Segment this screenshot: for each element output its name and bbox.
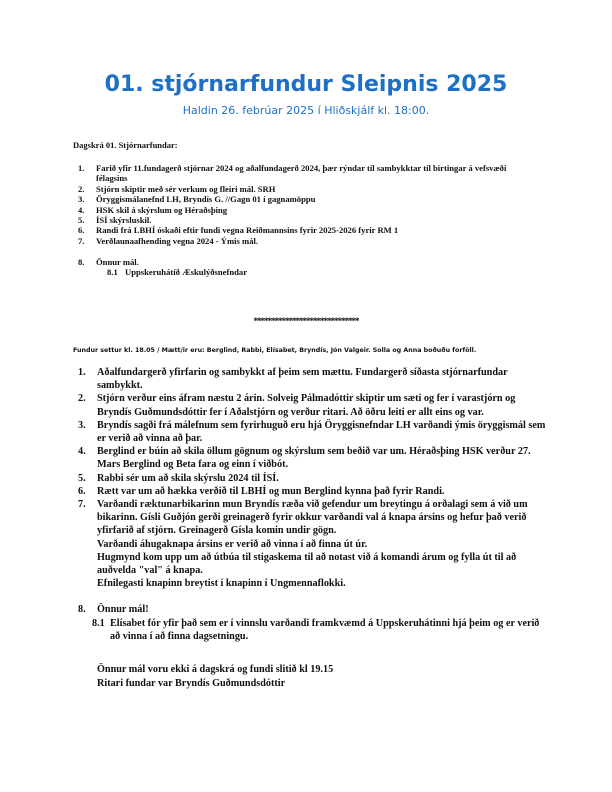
item-line: Rætt var um að hækka verðið til LBHÍ og mun Berglind kynna það fyrir Randi. [97,485,445,497]
item-number: 1. [78,163,85,173]
item-text: ÍSÍ skýrsluskil. [96,215,152,226]
item-text [97,419,548,445]
list-item [78,225,538,235]
list-item [78,603,548,616]
agenda-list [78,163,538,277]
item-text: Önnur mál. [96,256,139,267]
list-item [78,184,538,194]
item-text: Önnur mál! [97,604,149,616]
item-text: Verðlaunaafhending vegna 2024 - Ýmis mál. [96,235,259,246]
item-number: 5. [78,472,86,484]
item-number: 4. [78,204,85,215]
list-item [78,257,538,267]
list-item [78,498,548,590]
list-item [78,205,538,215]
item-text [97,445,548,471]
item-number: 6. [78,225,85,236]
list-item [78,392,548,418]
item-number: 5. [78,215,85,226]
item-text: Öryggismálanefnd LH, Bryndís G. //Gagn 01 í gagnamöppu [96,194,316,205]
item-text: Stjórn skiptir með sér verkum og fleiri mál. SRH [96,183,276,194]
item-number: 1. [78,367,86,378]
item-number: 8.1 [107,267,118,278]
item-number: 2. [78,393,86,405]
item-number: 7. [78,235,85,246]
closing-line: Önnur mál voru ekki á dagskrá og fundi slitið kl 19.15 [97,664,334,675]
item-text [97,392,548,418]
separator: ****************************** [253,316,359,326]
item-line: Aðalfundargerð yfirfarin og sambykkt af þeim sem mættu. Fundargerð síðasta stjórnarfundar sambykkt. [97,367,508,392]
item-line: Varðandi áhugaknapa ársins er verið að vinna í að finna út úr. [97,538,368,550]
item-number: 6. [78,485,86,497]
meeting-info: Haldin 26. febrúar 2025 í Hliðskjálf kl. 18:00. [182,104,430,117]
item-line: Bryndís sagði frá málefnum sem fyrirhuguð eru hjá Öryggisnefndar LH varðandi ýmis öryggismál sem er verið að vinna að þar. [97,419,546,445]
minutes-list [78,366,548,643]
list-item [78,366,548,392]
item-text [97,498,548,590]
item-line: Hugmynd kom upp um að útbúa til stigaskema til að notast við á komandi árum og fylla út til að auðvelda "val" á knapa. [97,551,517,577]
item-line: Efnilegasti knapinn breytist í knapinn í Ungmennaflokki. [97,578,346,590]
list-item [78,236,538,246]
item-line: Stjórn verður eins áfram næstu 2 árin. Solveig Pálmadóttir skiptir um sæti og fer í varastjórn og Bryndís Guðmundsdóttir fer í Aðalstjórn og verður ritari. Að öðru leiti er allt eins og var. [97,393,516,418]
item-number: 3. [78,194,85,205]
item-text: Uppskeruhátíð Æskulýðsnefndar [125,267,248,278]
item-text: Elísabet fór yfir það sem er í vinnslu varðandi framkvæmd á Uppskeruhátinni hjá þeim og er verið að vinna í að finna dagsetningu. [110,617,540,642]
item-number: 8. [78,604,86,616]
item-number: 3. [78,419,86,431]
list-item [78,485,548,498]
item-text [97,485,444,498]
list-item [78,419,548,445]
item-text [97,472,279,485]
list-item [78,445,548,471]
item-number: 2. [78,183,85,194]
item-text [97,366,548,392]
item-number: 8. [78,256,85,267]
closing-line: Ritari fundar var Bryndís Guðmundsdóttir [97,678,286,689]
item-text: HSK skil á skýrslum og Héraðsþing [96,204,228,215]
list-item [78,472,548,485]
item-number: 7. [78,499,86,511]
item-number: 8.1 [92,617,105,629]
list-item [92,617,548,643]
item-text: Farið yfir 11.fundagerð stjórnar 2024 og aðalfundagerð 2024, þær rýndar til sambykktar til birtingar á vefsvæði félagsins [96,163,507,184]
item-line: Berglind er búin að skila öllum gögnum og skýrslum sem beðið var um. Héraðsþing HSK verður 27. Mars Berglind og Beta fara og einn í viðbót. [97,446,531,471]
list-item [107,267,538,277]
item-line: Varðandi ræktunarbikarinn mun Bryndís ræða við gefendur um breytingu á orðalagi sem á við um bikarinn. Gísli Guðjón gerði greinagerð fyrir okkur varðandi val á knapa ársins og hefur það verið yfirfarið af stjórn. Greinagerð Gísla komin undir gögn. [97,499,528,537]
page-title: 01. stjórnarfundur Sleipnis 2025 [104,72,508,97]
item-line: Rabbi sér um að skila skýrslu 2024 til ÍSÍ. [97,472,279,484]
closing [97,663,333,691]
list-item [78,215,538,225]
item-text: Randi frá LBHÍ óskaði eftir fundi vegna Reiðmannsins fyrir 2025-2026 fyrir RM 1 [96,225,399,236]
list-item [78,194,538,204]
agenda-heading: Dagskrá 01. Stjórnarfundar: [73,140,178,150]
item-number: 4. [78,446,86,458]
attendance-line: Fundur settur kl. 18.05 / Mætt/ir eru: Berglind, Rabbi, Elísabet, Bryndís, Jón Valgeir. Solla og Anna boðuðu forföll. [73,347,477,354]
list-item [78,163,538,184]
